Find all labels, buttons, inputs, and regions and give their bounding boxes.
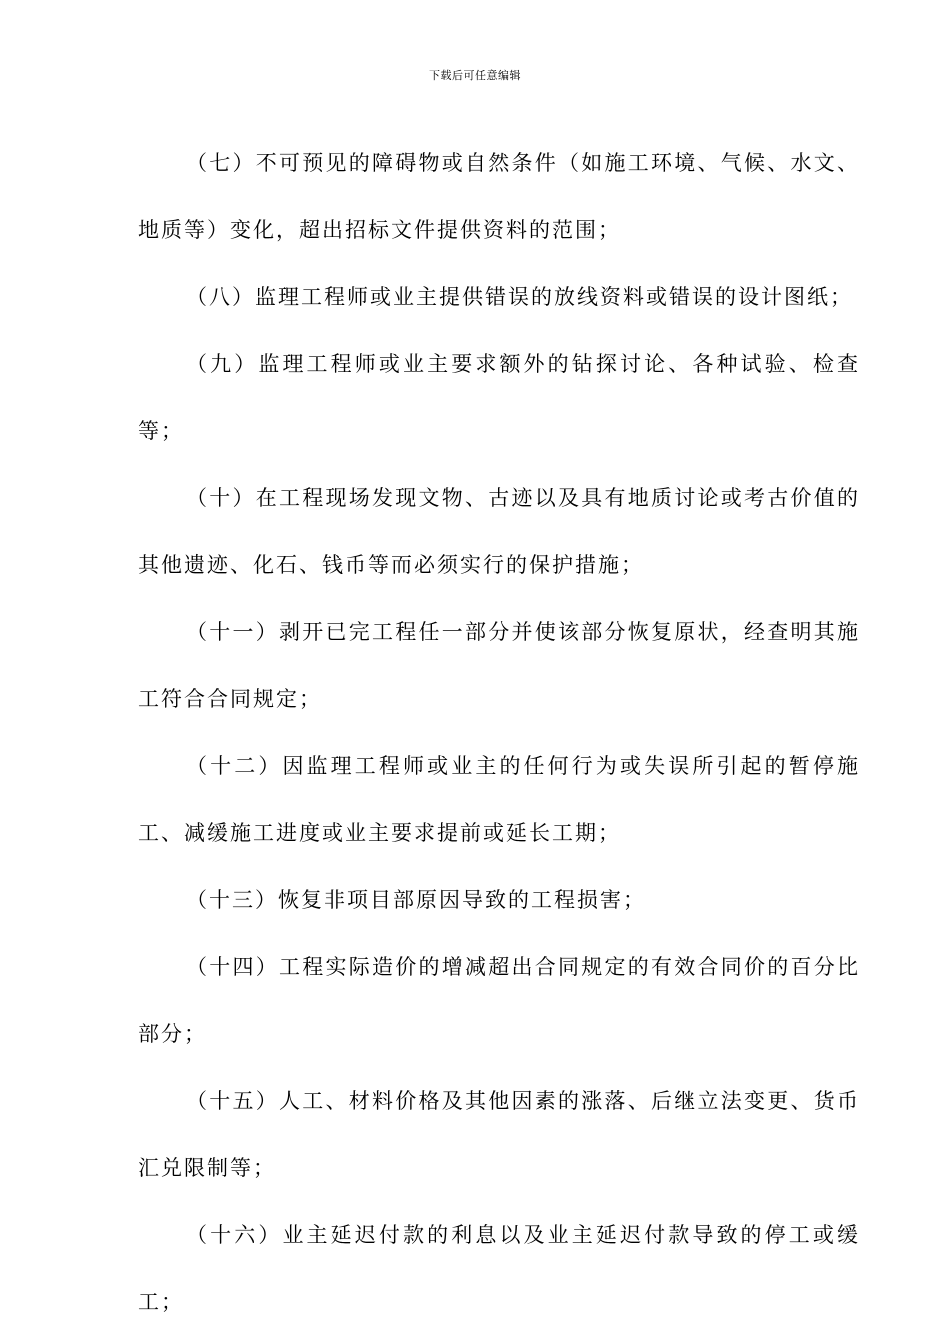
paragraph-16: （十六）业主延迟付款的利息以及业主延迟付款导致的停工或缓工； — [138, 1223, 860, 1314]
paragraph-14: （十四）工程实际造价的增减超出合同规定的有效合同价的百分比部分； — [138, 955, 860, 1046]
paragraph-10: （十）在工程现场发现文物、古迹以及具有地质讨论或考古价值的其他遗迹、化石、钱币等而必须实行的保护措施； — [138, 486, 860, 577]
document-body — [138, 130, 860, 1336]
page-header: 下载后可任意编辑 — [429, 69, 521, 82]
paragraph-7: （七）不可预见的障碍物或自然条件（如施工环境、气候、水文、地质等）变化，超出招标文件提供资料的范围； — [138, 151, 860, 242]
paragraph-15: （十五）人工、材料价格及其他因素的涨落、后继立法变更、货币汇兑限制等； — [138, 1089, 860, 1180]
paragraph-11: （十一）剥开已完工程任一部分并使该部分恢复原状，经查明其施工符合合同规定； — [138, 620, 860, 711]
paragraph-8: （八）监理工程师或业主提供错误的放线资料或错误的设计图纸； — [186, 285, 853, 309]
paragraph-12: （十二）因监理工程师或业主的任何行为或失误所引起的暂停施工、减缓施工进度或业主要求提前或延长工期； — [138, 754, 860, 845]
paragraph-13: （十三）恢复非项目部原因导致的工程损害； — [186, 888, 646, 912]
paragraph-9: （九）监理工程师或业主要求额外的钻探讨论、各种试验、检查等； — [138, 352, 860, 443]
